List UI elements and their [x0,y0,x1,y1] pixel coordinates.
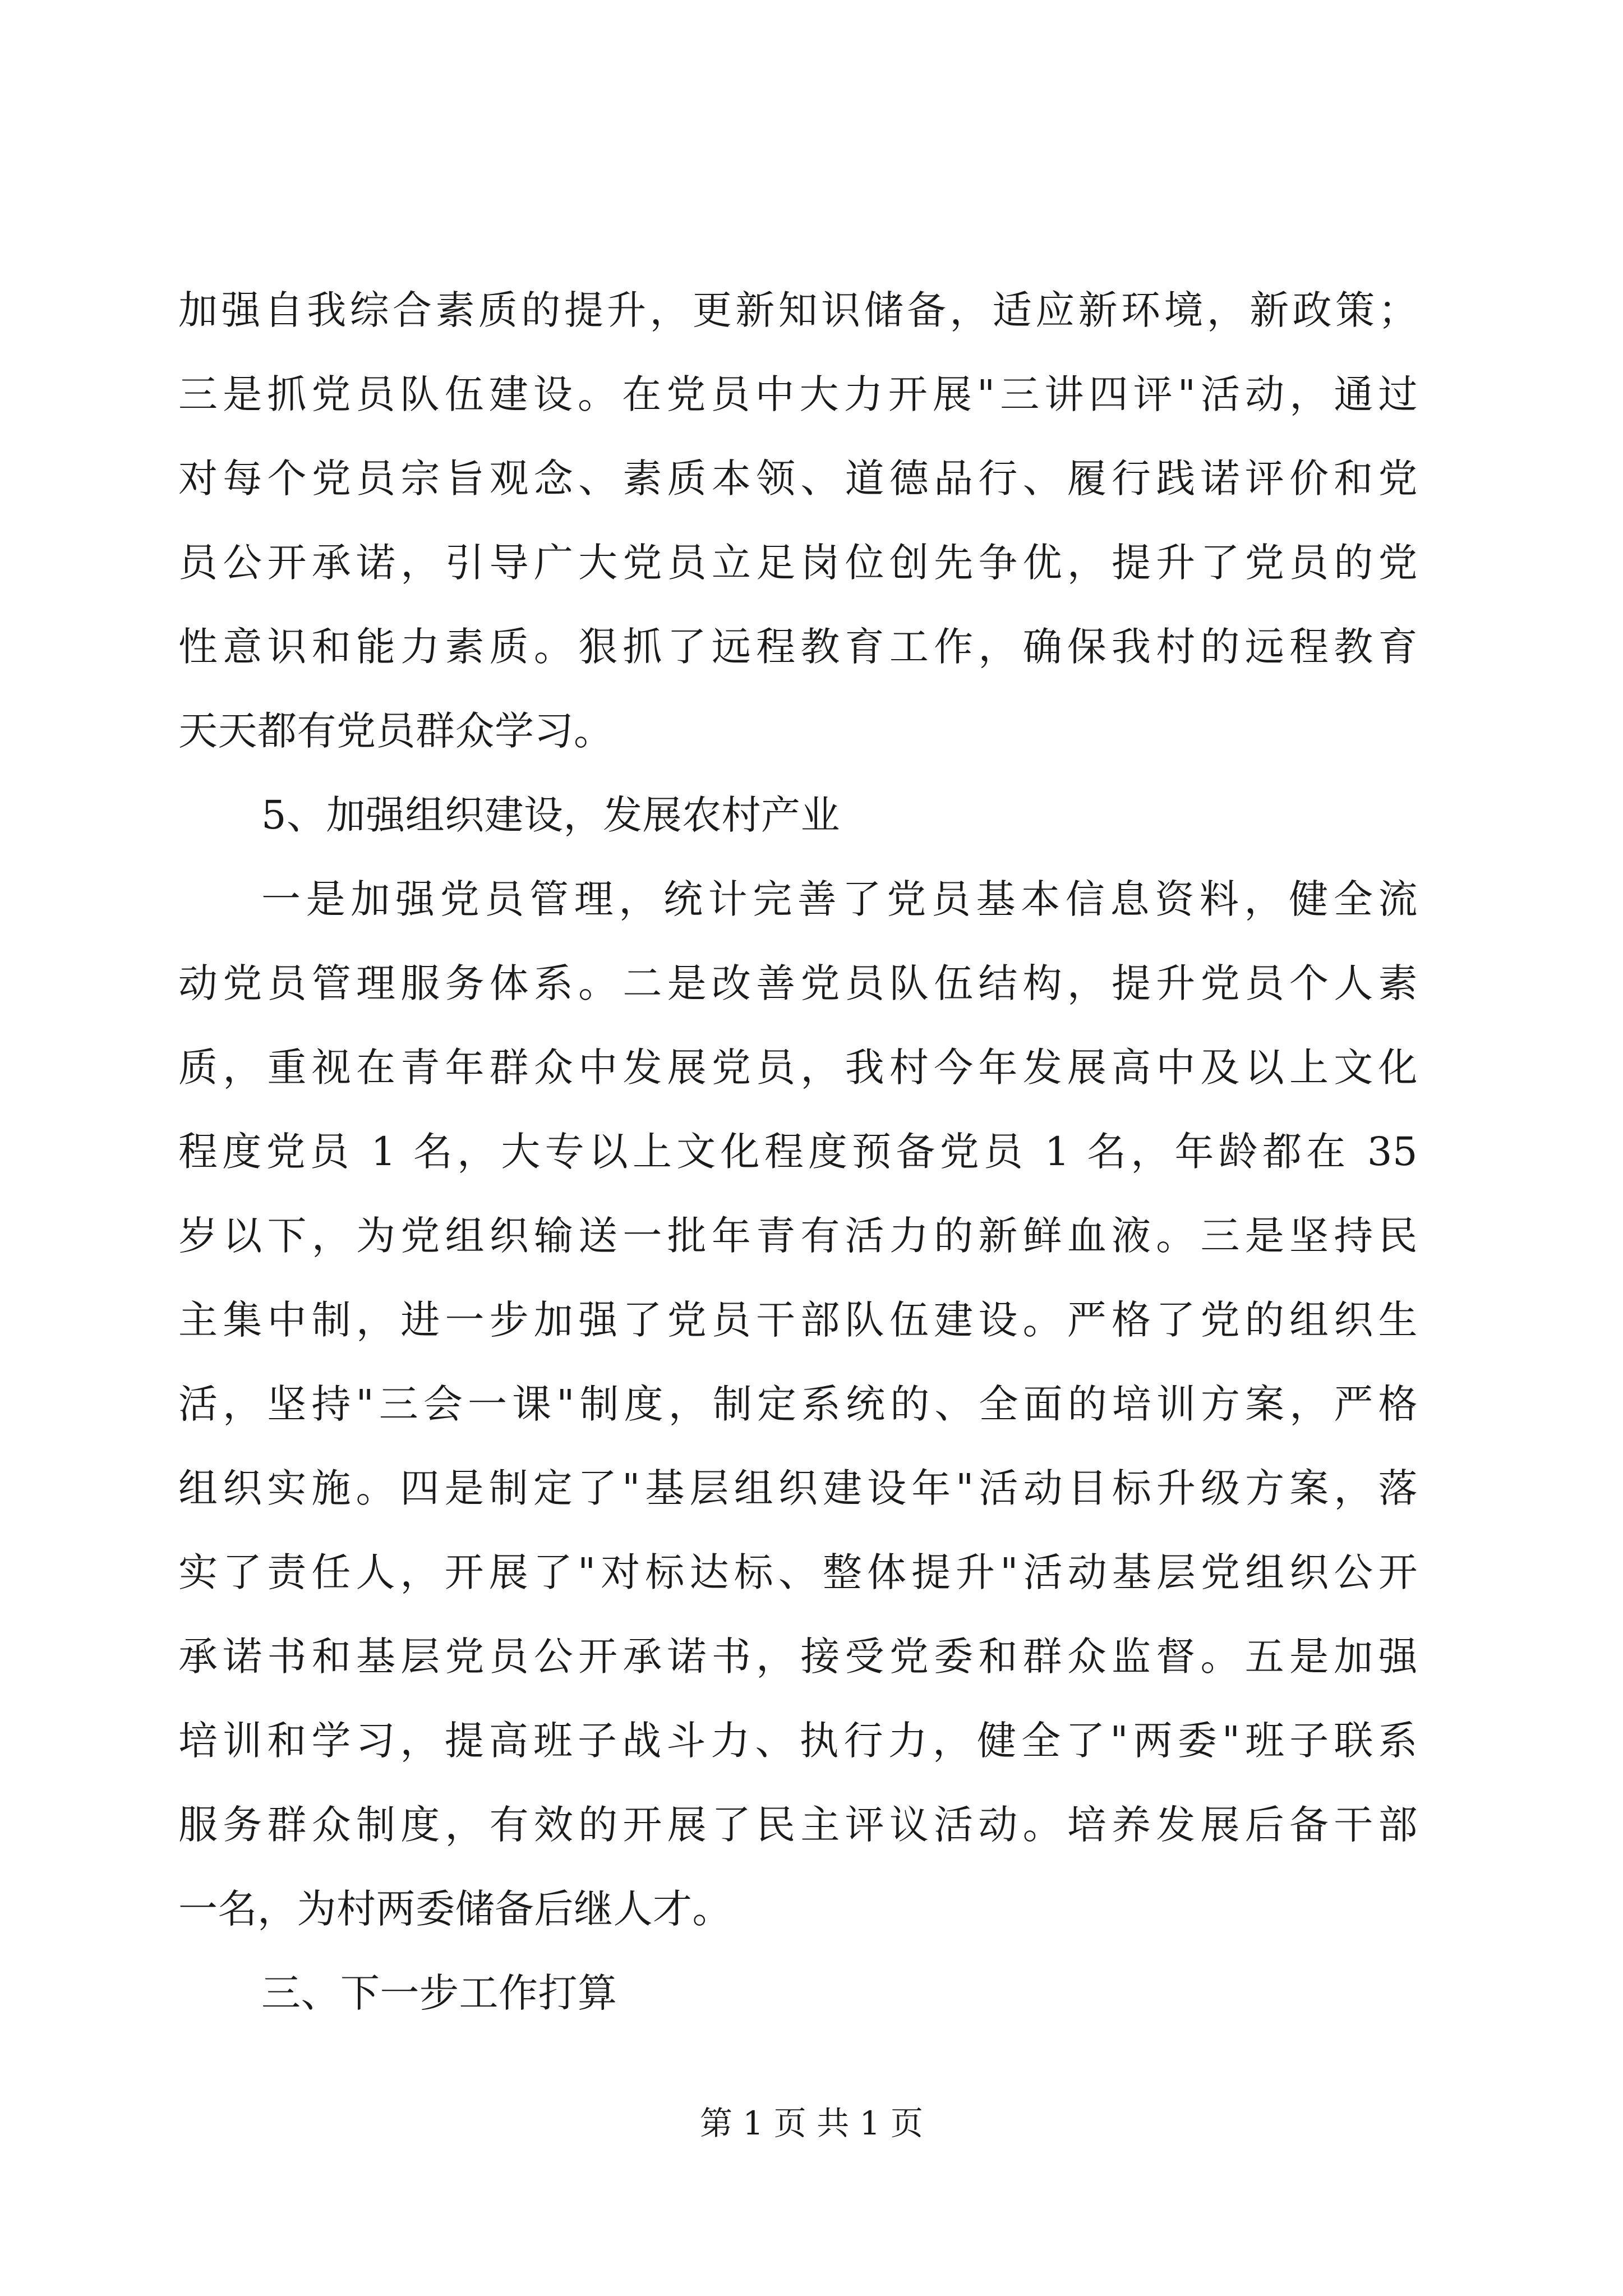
body-line: 三是抓党员队伍建设。在党员中大力开展"三讲四评"活动，通过 [178,371,1418,417]
body-line: 对每个党员宗旨观念、素质本领、道德品行、履行践诺评价和党 [178,455,1418,501]
section-heading: 5、加强组织建设，发展农村产业 [261,792,841,838]
section-heading: 三、下一步工作打算 [261,1970,617,2016]
body-line: 活，坚持"三会一课"制度，制定系统的、全面的培训方案，严格 [178,1381,1418,1427]
body-line: 一名，为村两委储备后继人才。 [178,1886,732,1932]
document-body [178,268,1418,2035]
page-footer [0,2101,1623,2146]
body-line: 程度党员 1 名，大专以上文化程度预备党员 1 名，年龄都在 35 [178,1129,1418,1175]
body-line: 加强自我综合素质的提升，更新知识储备，适应新环境，新政策； [178,287,1418,333]
body-line: 天天都有党员群众学习。 [178,708,614,754]
body-line: 主集中制，进一步加强了党员干部队伍建设。严格了党的组织生 [178,1297,1418,1343]
body-line: 服务群众制度，有效的开展了民主评议活动。培养发展后备干部 [178,1802,1418,1848]
body-line: 培训和学习，提高班子战斗力、执行力，健全了"两委"班子联系 [178,1718,1418,1764]
body-line: 岁以下，为党组织输送一批年青有活力的新鲜血液。三是坚持民 [178,1213,1418,1259]
body-line: 一是加强党员管理，统计完善了党员基本信息资料，健全流 [261,876,1418,922]
body-line: 实了责任人，开展了"对标达标、整体提升"活动基层党组织公开 [178,1549,1418,1595]
page-number-label: 第 1 页 共 1 页 [700,2104,923,2142]
body-line: 动党员管理服务体系。二是改善党员队伍结构，提升党员个人素 [178,960,1418,1006]
body-line: 组织实施。四是制定了"基层组织建设年"活动目标升级方案，落 [178,1465,1418,1511]
body-line: 承诺书和基层党员公开承诺书，接受党委和群众监督。五是加强 [178,1634,1418,1680]
body-line: 质，重视在青年群众中发展党员，我村今年发展高中及以上文化 [178,1045,1418,1091]
body-line: 性意识和能力素质。狠抓了远程教育工作，确保我村的远程教育 [178,624,1418,670]
body-line: 员公开承诺，引导广大党员立足岗位创先争优，提升了党员的党 [178,540,1418,586]
